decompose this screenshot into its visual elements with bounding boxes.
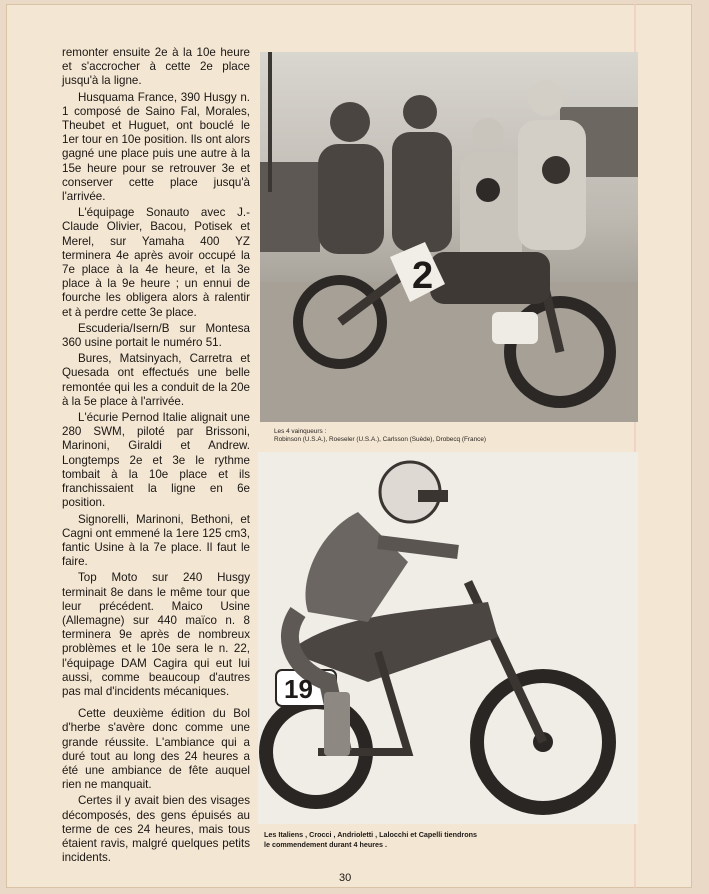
winners-photo-caption bbox=[274, 428, 554, 444]
article-paragraph: remonter ensuite 2e à la 10e heure et s'accrocher à cette 2e place jusqu'à la ligne. bbox=[62, 46, 250, 88]
winners-caption-names: Robinson (U.S.A.), Roeseler (U.S.A.), Carlsson (Suède), Drobecq (France) bbox=[274, 436, 487, 443]
winners-caption-title: Les 4 vainqueurs : bbox=[274, 428, 327, 435]
rider-photo-illustration bbox=[258, 452, 638, 824]
page-number: 30 bbox=[339, 872, 352, 884]
magazine-page bbox=[6, 4, 692, 888]
article-text-column bbox=[62, 46, 250, 867]
article-paragraph: Top Moto sur 240 Husgy terminait 8e dans le même tour que leur précédent. Maico Usine (Allemagne) sur 440 maïco n. 8 terminera 9e après de nombreux problèmes et le 10e sera le n. 22, l'équipage DAM Cagira qui eut lui aussi, comme beaucoup d'autres pas mal d'incidents mécaniques. bbox=[62, 571, 250, 698]
article-paragraph: Husquama France, 390 Husgy n. 1 composé de Saino Fal, Morales, Theubet et Huguet, ont bouclé le 1er tour en 10e position. Ils ont alors gagné une place puis une autre à la 15e heure pour se retrouver 3e et conserver cette place jusqu'à l'arrivée. bbox=[62, 90, 250, 204]
rider-photo bbox=[258, 452, 638, 824]
article-paragraph: Bures, Matsinyach, Carretra et Quesada ont effectués une belle remontée qui les a conduit de la 20e à la 5e place à l'arrivée. bbox=[62, 352, 250, 408]
rider-photo-caption: Les Italiens , Crocci , Andrioletti , Lalocchi et Capelli tiendrons le commendement durant 4 heures . bbox=[264, 830, 478, 849]
winners-bike-number: 2 bbox=[412, 255, 434, 297]
article-paragraph: L'écurie Pernod Italie alignait une 280 SWM, piloté par Brissoni, Marinoni, Giraldi et Andrew. Longtemps 2e et 3e le rythme tombait à la 10e place et ils franchissaient la ligne en 6e position. bbox=[62, 411, 250, 510]
article-paragraph: Cette deuxième édition du Bol d'herbe s'avère donc comme une grande réussite. L'ambiance qui a duré tout au long des 24 heures a été une ambiance de fête auquel rien ne manquait. bbox=[62, 707, 250, 792]
article-paragraph: Certes il y avait bien des visages décomposés, des gens épuisés au terme de ces 24 heures, mais tous étaient ravis, malgré quelques petits incidents. bbox=[62, 794, 250, 865]
winners-photo-illustration bbox=[260, 52, 638, 422]
article-paragraph: L'équipage Sonauto avec J.-Claude Olivier, Bacou, Potisek et Merel, sur Yamaha 400 YZ terminera 4e après avoir occupé la 7e place à la 4e heure, et la 3e place à la 9e heure ; un ennui de fourche les obligera alors à ralentir et à perdre cette 3e place. bbox=[62, 206, 250, 319]
rider-bike-number: 19 bbox=[284, 674, 313, 704]
winners-photo bbox=[260, 52, 638, 422]
article-paragraph: Signorelli, Marinoni, Bethoni, et Cagni ont emmené la 1ere 125 cm3, fantic Usine à la 7e place. Il faut le faire. bbox=[62, 512, 250, 569]
article-paragraph: Escuderia/Isern/B sur Montesa 360 usine portait le numéro 51. bbox=[62, 321, 250, 350]
